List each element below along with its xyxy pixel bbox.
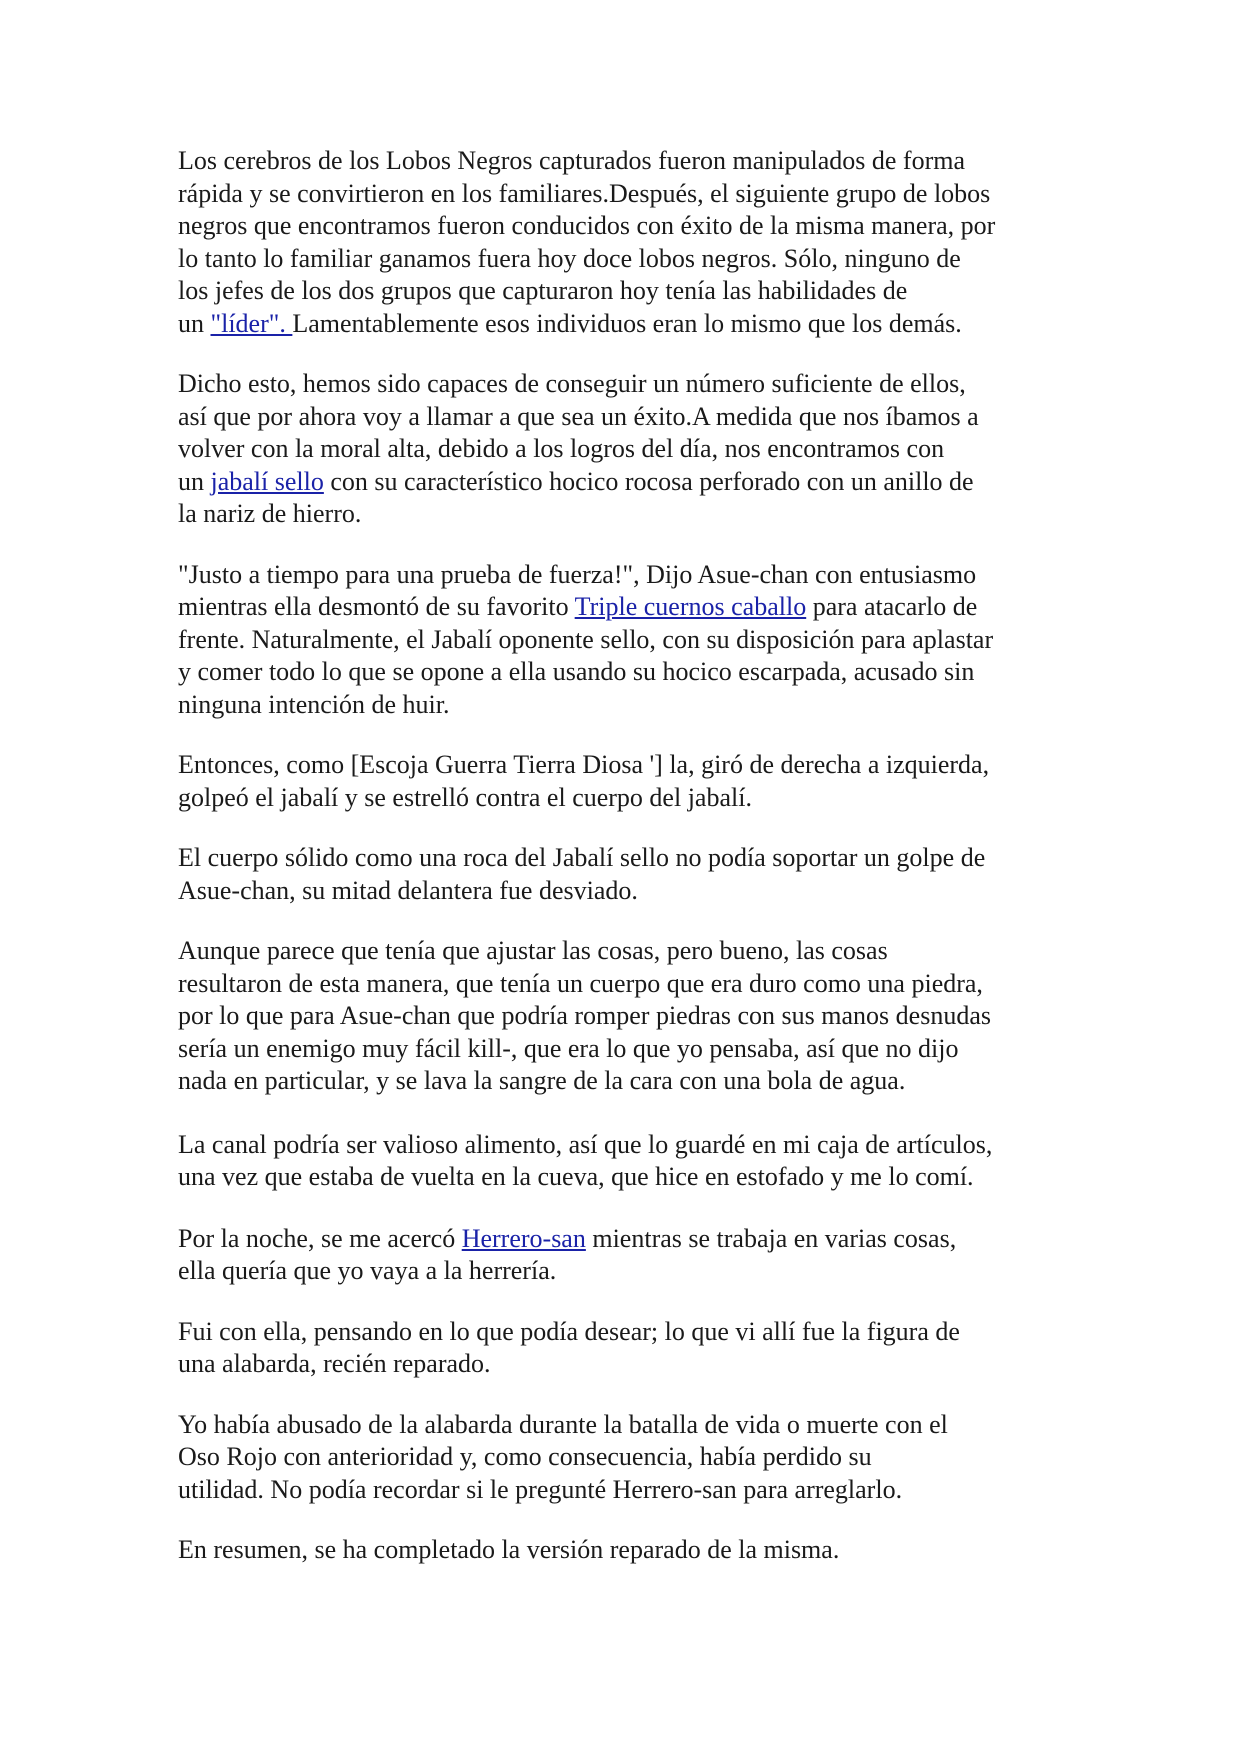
text-line: El cuerpo sólido como una roca del Jabalí sello no podía soportar un golpe de (178, 843, 986, 872)
text-segment: un (178, 308, 211, 338)
text-line: negros que encontramos fueron conducidos con éxito de la misma manera, por (178, 211, 996, 240)
text-line: los jefes de los dos grupos que capturaron hoy tenía las habilidades de (178, 276, 908, 305)
text-line: así que por ahora voy a llamar a que sea un éxito.A medida que nos íbamos a (178, 401, 979, 431)
paragraph-4 (178, 749, 1078, 814)
text-line: ninguna intención de huir. (178, 689, 450, 719)
text-line: por lo que para Asue-chan que podría romper piedras con sus manos desnudas (178, 1001, 991, 1030)
paragraph-5 (178, 842, 1078, 907)
link-herrero-san[interactable]: Herrero-san (461, 1223, 586, 1253)
text-line-with-link (178, 466, 1078, 499)
text-line: lo tanto lo familiar ganamos fuera hoy doce lobos negros. Sólo, ninguno de (178, 243, 961, 273)
paragraph-1 (178, 145, 1078, 340)
text-line: Oso Rojo con anterioridad y, como consecuencia, había perdido su (178, 1442, 872, 1471)
link-triple-cuernos-caballo[interactable]: Triple cuernos caballo (574, 592, 807, 621)
text-line: golpeó el jabalí y se estrelló contra el cuerpo del jabalí. (178, 782, 752, 812)
text-line: Entonces, como [Escoja Guerra Tierra Diosa '] la, giró de derecha a izquierda, (178, 750, 990, 779)
text-line: Los cerebros de los Lobos Negros capturados fueron manipulados de forma (178, 146, 965, 175)
text-line: "Justo a tiempo para una prueba de fuerza!", Dijo Asue-chan con entusiasmo (178, 559, 977, 589)
text-line-with-link (178, 308, 1078, 341)
text-segment: mientras ella desmontó de su favorito (178, 592, 575, 621)
text-line: utilidad. No podía recordar si le pregunté Herrero-san para arreglarlo. (178, 1474, 903, 1504)
text-line: y comer todo lo que se opone a ella usando su hocico escarpada, acusado sin (178, 657, 975, 686)
text-line: la nariz de hierro. (178, 499, 362, 528)
text-line: Asue-chan, su mitad delantera fue desviado. (178, 875, 638, 905)
text-line: Yo había abusado de la alabarda durante la batalla de vida o muerte con el (178, 1409, 948, 1439)
text-segment: Lamentablemente esos individuos eran lo mismo que los demás. (292, 308, 962, 338)
text-segment: un (178, 466, 211, 496)
text-line: una alabarda, recién reparado. (178, 1349, 491, 1378)
paragraph-2 (178, 368, 1078, 531)
text-segment: para atacarlo de (806, 592, 978, 621)
paragraph-6 (178, 935, 1078, 1098)
text-segment: Por la noche, se me acercó (178, 1223, 462, 1253)
text-line: Aunque parece que tenía que ajustar las cosas, pero bueno, las cosas (178, 936, 888, 965)
text-line: volver con la moral alta, debido a los logros del día, nos encontramos con (178, 434, 945, 463)
link-lider[interactable]: "líder". (210, 308, 293, 338)
text-line-with-link (178, 1223, 1078, 1256)
text-line: nada en particular, y se lava la sangre de la cara con una bola de agua. (178, 1066, 906, 1095)
text-segment: con su característico hocico rocosa perforado con un anillo de (323, 466, 974, 496)
text-line: una vez que estaba de vuelta en la cueva, que hice en estofado y me lo comí. (178, 1162, 974, 1191)
paragraph-10 (178, 1409, 1078, 1507)
link-jabali-sello[interactable]: jabalí sello (210, 466, 324, 496)
document-page (178, 145, 1078, 1595)
paragraph-3 (178, 559, 1078, 722)
text-line: En resumen, se ha completado la versión reparado de la misma. (178, 1535, 840, 1564)
text-line: Dicho esto, hemos sido capaces de conseguir un número suficiente de ellos, (178, 369, 966, 398)
text-line: ella quería que yo vaya a la herrería. (178, 1256, 557, 1285)
text-line: Fui con ella, pensando en lo que podía desear; lo que vi allí fue la figura de (178, 1316, 960, 1346)
text-segment: mientras se trabaja en varias cosas, (585, 1223, 957, 1253)
text-line-with-link (178, 591, 1078, 624)
paragraph-8 (178, 1223, 1078, 1288)
text-line: La canal podría ser valioso alimento, así que lo guardé en mi caja de artículos, (178, 1129, 993, 1159)
text-line: resultaron de esta manera, que tenía un cuerpo que era duro como una piedra, (178, 968, 983, 998)
text-line: frente. Naturalmente, el Jabalí oponente sello, con su disposición para aplastar (178, 624, 994, 654)
text-line: sería un enemigo muy fácil kill-, que era lo que yo pensaba, así que no dijo (178, 1033, 959, 1063)
text-line: rápida y se convirtieron en los familiares.Después, el siguiente grupo de lobos (178, 178, 991, 208)
paragraph-9 (178, 1316, 1078, 1381)
paragraph-11 (178, 1534, 1078, 1567)
paragraph-7 (178, 1129, 1078, 1194)
